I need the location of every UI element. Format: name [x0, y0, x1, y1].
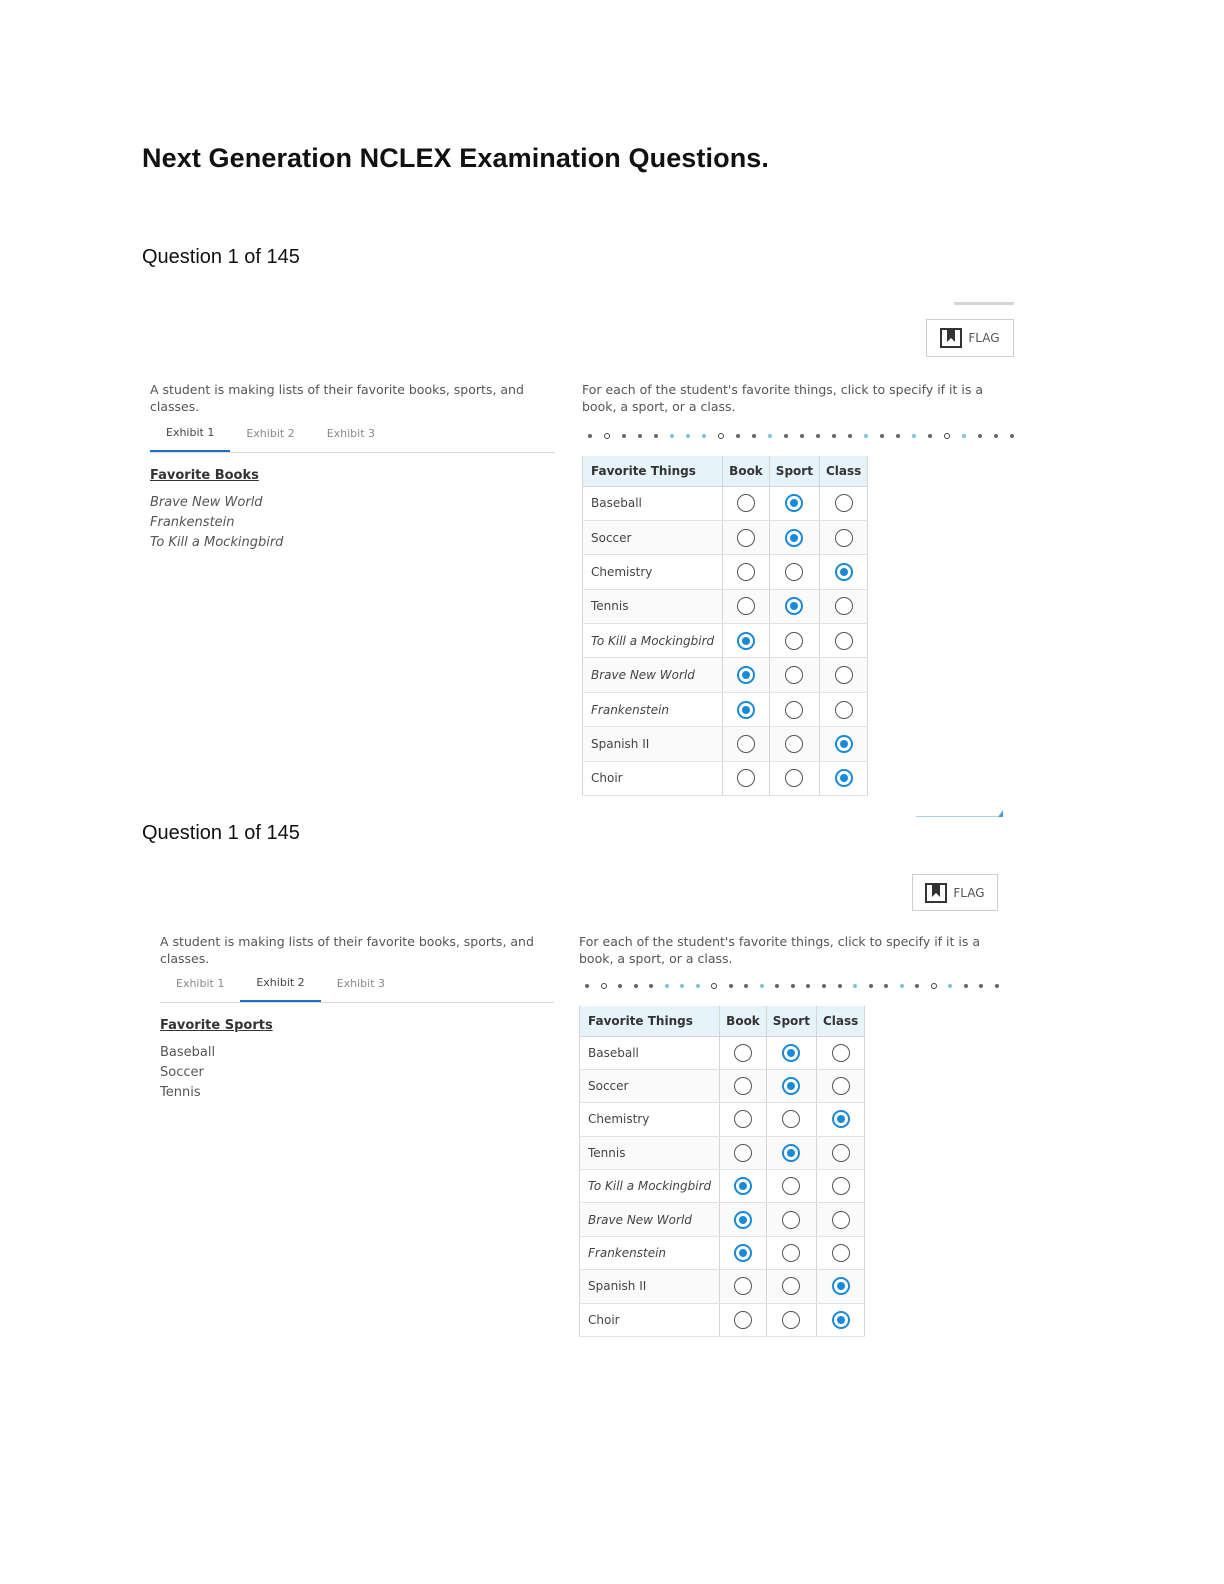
column-header-sport: Sport: [766, 1006, 816, 1036]
progress-dot[interactable]: [896, 434, 900, 438]
radio-sport[interactable]: [785, 529, 803, 547]
cell-sport: [766, 1203, 816, 1236]
flag-label: FLAG: [968, 331, 1000, 345]
flag-divider: [954, 302, 1014, 305]
radio-class[interactable]: [832, 1311, 850, 1329]
exhibit-panel: [150, 468, 283, 553]
progress-dot[interactable]: [654, 434, 658, 438]
table-row: [580, 1270, 865, 1303]
progress-dot[interactable]: [948, 984, 952, 988]
list-item: Brave New World: [150, 495, 263, 510]
progress-dot[interactable]: [670, 434, 674, 438]
cell-sport: [769, 486, 819, 520]
exhibit-panel: [160, 1018, 273, 1103]
cell-sport: [769, 761, 819, 795]
row-label: Chemistry: [580, 1103, 720, 1136]
row-label: To Kill a Mockingbird: [580, 1170, 720, 1203]
radio-book[interactable]: [734, 1277, 752, 1295]
progress-dot[interactable]: [964, 984, 968, 988]
right-prompt: For each of the student's favorite things, click to specify if it is a book, a sport, or a class.: [579, 934, 981, 966]
exhibit-heading: Favorite Sports: [160, 1018, 273, 1033]
table-row: [583, 658, 868, 692]
radio-class[interactable]: [835, 735, 853, 753]
row-label: Choir: [583, 761, 723, 795]
column-header-favorite-things: Favorite Things: [580, 1006, 720, 1036]
progress-dot[interactable]: [604, 433, 610, 439]
radio-class[interactable]: [835, 666, 853, 684]
cell-book: [723, 520, 770, 554]
row-label: Frankenstein: [583, 692, 723, 726]
cell-book: [720, 1303, 767, 1336]
progress-dot[interactable]: [775, 984, 779, 988]
progress-dot[interactable]: [711, 983, 717, 989]
radio-book[interactable]: [737, 597, 755, 615]
progress-dot[interactable]: [912, 434, 916, 438]
table-row: [583, 624, 868, 658]
cell-sport: [766, 1136, 816, 1169]
progress-dot[interactable]: [638, 434, 642, 438]
exhibit-list: [160, 1043, 273, 1103]
cell-class: [816, 1069, 864, 1102]
cell-sport: [766, 1303, 816, 1336]
progress-dot[interactable]: [848, 434, 852, 438]
cell-book: [720, 1170, 767, 1203]
progress-dot[interactable]: [978, 434, 982, 438]
row-label: Brave New World: [583, 658, 723, 692]
cell-book: [723, 555, 770, 589]
radio-book[interactable]: [734, 1044, 752, 1062]
cell-class: [819, 727, 867, 761]
cell-class: [819, 761, 867, 795]
radio-book[interactable]: [734, 1311, 752, 1329]
grid-header-row: [580, 1006, 865, 1036]
row-label: Chemistry: [583, 555, 723, 589]
progress-dot[interactable]: [696, 984, 700, 988]
table-row: [583, 486, 868, 520]
list-item: Tennis: [160, 1085, 201, 1100]
progress-dot[interactable]: [601, 983, 607, 989]
row-label: Choir: [580, 1303, 720, 1336]
exhibit-tabs: [150, 414, 555, 453]
cell-class: [816, 1236, 864, 1269]
progress-dot[interactable]: [760, 984, 764, 988]
column-header-book: Book: [720, 1006, 767, 1036]
cell-book: [720, 1236, 767, 1269]
radio-class[interactable]: [832, 1177, 850, 1195]
progress-dot[interactable]: [649, 984, 653, 988]
table-row: [580, 1036, 865, 1069]
cell-sport: [766, 1069, 816, 1102]
radio-book[interactable]: [734, 1110, 752, 1128]
question-label: Question 1 of 145: [142, 246, 300, 268]
progress-dot[interactable]: [900, 984, 904, 988]
radio-book[interactable]: [737, 666, 755, 684]
cell-book: [723, 761, 770, 795]
progress-dot[interactable]: [822, 984, 826, 988]
tab-exhibit-1[interactable]: Exhibit 1: [150, 414, 230, 452]
row-label: Tennis: [583, 589, 723, 623]
cell-book: [720, 1069, 767, 1102]
radio-book[interactable]: [737, 529, 755, 547]
radio-sport[interactable]: [782, 1110, 800, 1128]
radio-sport[interactable]: [782, 1144, 800, 1162]
radio-book[interactable]: [734, 1244, 752, 1262]
tab-exhibit-3[interactable]: Exhibit 3: [326, 426, 376, 440]
radio-sport[interactable]: [782, 1044, 800, 1062]
radio-sport[interactable]: [782, 1211, 800, 1229]
radio-book[interactable]: [737, 632, 755, 650]
cell-sport: [766, 1036, 816, 1069]
cell-book: [720, 1203, 767, 1236]
cell-sport: [769, 520, 819, 554]
radio-sport[interactable]: [782, 1244, 800, 1262]
radio-class[interactable]: [832, 1077, 850, 1095]
progress-dot[interactable]: [853, 984, 857, 988]
row-label: Spanish II: [583, 727, 723, 761]
progress-dot[interactable]: [680, 984, 684, 988]
progress-dot[interactable]: [686, 434, 690, 438]
table-row: [580, 1103, 865, 1136]
exhibit-tabs: [160, 964, 554, 1003]
progress-dot[interactable]: [665, 984, 669, 988]
column-header-book: Book: [723, 456, 770, 486]
radio-class[interactable]: [832, 1211, 850, 1229]
progress-dot[interactable]: [880, 434, 884, 438]
row-label: Soccer: [583, 520, 723, 554]
table-row: [583, 555, 868, 589]
cell-book: [723, 727, 770, 761]
flag-button[interactable]: [926, 319, 1014, 357]
list-item: To Kill a Mockingbird: [150, 535, 284, 550]
cell-class: [816, 1270, 864, 1303]
radio-sport[interactable]: [785, 494, 803, 512]
cell-class: [819, 589, 867, 623]
cell-class: [819, 555, 867, 589]
radio-book[interactable]: [734, 1211, 752, 1229]
progress-dot[interactable]: [884, 984, 888, 988]
cell-class: [816, 1136, 864, 1169]
left-prompt: A student is making lists of their favorite books, sports, and classes.: [150, 382, 524, 414]
flag-label: FLAG: [953, 885, 985, 900]
list-item: Frankenstein: [150, 515, 235, 530]
list-item: Baseball: [160, 1045, 216, 1060]
cell-book: [720, 1103, 767, 1136]
column-header-class: Class: [816, 1006, 864, 1036]
row-label: Brave New World: [580, 1203, 720, 1236]
right-prompt: For each of the student's favorite things, click to specify if it is a book, a sport, or a class.: [582, 382, 984, 414]
radio-class[interactable]: [832, 1110, 850, 1128]
cell-class: [819, 624, 867, 658]
radio-sport[interactable]: [785, 701, 803, 719]
radio-class[interactable]: [835, 597, 853, 615]
progress-dot[interactable]: [838, 984, 842, 988]
cell-book: [723, 486, 770, 520]
column-header-sport: Sport: [769, 456, 819, 486]
progress-dot[interactable]: [622, 434, 626, 438]
radio-book[interactable]: [737, 494, 755, 512]
exhibit-heading: Favorite Books: [150, 468, 259, 483]
row-label: Baseball: [583, 486, 723, 520]
progress-dots: [588, 433, 1014, 439]
progress-dot[interactable]: [816, 434, 820, 438]
progress-dot[interactable]: [744, 984, 748, 988]
progress-dot[interactable]: [995, 984, 999, 988]
exhibit-list: [150, 493, 283, 553]
table-row: [583, 692, 868, 726]
radio-class[interactable]: [835, 529, 853, 547]
progress-dot[interactable]: [931, 983, 937, 989]
progress-dot[interactable]: [784, 434, 788, 438]
radio-sport[interactable]: [782, 1077, 800, 1095]
table-row: [583, 761, 868, 795]
cell-class: [819, 658, 867, 692]
row-label: To Kill a Mockingbird: [583, 624, 723, 658]
table-row: [583, 520, 868, 554]
progress-dot[interactable]: [585, 984, 589, 988]
cell-class: [819, 486, 867, 520]
table-row: [580, 1136, 865, 1169]
table-row: [583, 589, 868, 623]
progress-dot[interactable]: [962, 434, 966, 438]
radio-book[interactable]: [734, 1177, 752, 1195]
grid-header-row: [583, 456, 868, 486]
radio-class[interactable]: [832, 1277, 850, 1295]
radio-class[interactable]: [832, 1044, 850, 1062]
radio-book[interactable]: [737, 701, 755, 719]
tab-exhibit-1[interactable]: Exhibit 1: [176, 976, 225, 990]
cell-sport: [769, 658, 819, 692]
row-label: Tennis: [580, 1136, 720, 1169]
radio-class[interactable]: [835, 632, 853, 650]
left-prompt: A student is making lists of their favorite books, sports, and classes.: [160, 934, 534, 966]
table-row: [580, 1303, 865, 1336]
cell-sport: [769, 692, 819, 726]
cell-class: [816, 1303, 864, 1336]
progress-dot[interactable]: [588, 434, 592, 438]
cell-class: [816, 1103, 864, 1136]
progress-dot[interactable]: [634, 984, 638, 988]
radio-class[interactable]: [832, 1144, 850, 1162]
cell-book: [723, 658, 770, 692]
table-row: [580, 1069, 865, 1102]
progress-dot[interactable]: [864, 434, 868, 438]
progress-dot[interactable]: [768, 434, 772, 438]
cell-sport: [766, 1270, 816, 1303]
cell-class: [816, 1203, 864, 1236]
radio-sport[interactable]: [782, 1177, 800, 1195]
progress-dot[interactable]: [718, 433, 724, 439]
radio-sport[interactable]: [782, 1277, 800, 1295]
radio-class[interactable]: [832, 1244, 850, 1262]
radio-sport[interactable]: [785, 769, 803, 787]
progress-dot[interactable]: [800, 434, 804, 438]
cell-book: [723, 589, 770, 623]
cell-sport: [769, 589, 819, 623]
cell-class: [819, 520, 867, 554]
radio-class[interactable]: [835, 563, 853, 581]
tab-exhibit-3[interactable]: Exhibit 3: [336, 976, 386, 990]
flag-button[interactable]: [912, 874, 998, 911]
progress-dot[interactable]: [832, 434, 836, 438]
progress-dot[interactable]: [915, 984, 919, 988]
row-label: Soccer: [580, 1069, 720, 1102]
radio-class[interactable]: [835, 701, 853, 719]
radio-class[interactable]: [835, 494, 853, 512]
column-header-favorite-things: Favorite Things: [583, 456, 723, 486]
cell-sport: [769, 727, 819, 761]
table-row: [580, 1236, 865, 1269]
radio-sport[interactable]: [782, 1311, 800, 1329]
progress-dot[interactable]: [618, 984, 622, 988]
row-label: Spanish II: [580, 1270, 720, 1303]
table-row: [580, 1170, 865, 1203]
progress-dot[interactable]: [736, 434, 740, 438]
document-title: Next Generation NCLEX Examination Questions.: [142, 143, 770, 173]
cell-book: [723, 692, 770, 726]
bookmark-icon: [940, 328, 962, 348]
cell-book: [720, 1036, 767, 1069]
row-label: Frankenstein: [580, 1236, 720, 1269]
radio-book[interactable]: [737, 769, 755, 787]
radio-sport[interactable]: [785, 666, 803, 684]
cell-sport: [769, 624, 819, 658]
progress-dot[interactable]: [944, 433, 950, 439]
progress-dot[interactable]: [729, 984, 733, 988]
column-header-class: Class: [819, 456, 867, 486]
answer-grid: [582, 456, 868, 796]
resize-handle-icon: [998, 810, 1003, 817]
progress-dot[interactable]: [752, 434, 756, 438]
progress-dot[interactable]: [928, 434, 932, 438]
answer-grid: [579, 1006, 865, 1337]
radio-book[interactable]: [737, 563, 755, 581]
progress-dot[interactable]: [702, 434, 706, 438]
cell-book: [720, 1136, 767, 1169]
progress-dot[interactable]: [979, 984, 983, 988]
tab-exhibit-2[interactable]: Exhibit 2: [240, 964, 320, 1002]
question-label: Question 1 of 145: [142, 822, 300, 844]
cell-book: [723, 624, 770, 658]
bookmark-icon: [925, 883, 947, 903]
cell-class: [819, 692, 867, 726]
progress-dot[interactable]: [994, 434, 998, 438]
cell-class: [816, 1170, 864, 1203]
table-row: [583, 727, 868, 761]
list-item: Soccer: [160, 1065, 204, 1080]
table-row: [580, 1203, 865, 1236]
progress-dot[interactable]: [1010, 434, 1014, 438]
row-label: Baseball: [580, 1036, 720, 1069]
radio-sport[interactable]: [785, 735, 803, 753]
radio-sport[interactable]: [785, 597, 803, 615]
radio-sport[interactable]: [785, 632, 803, 650]
divider-line: [916, 816, 1000, 817]
radio-class[interactable]: [835, 769, 853, 787]
progress-dot[interactable]: [791, 984, 795, 988]
progress-dot[interactable]: [806, 984, 810, 988]
radio-sport[interactable]: [785, 563, 803, 581]
radio-book[interactable]: [734, 1077, 752, 1095]
radio-book[interactable]: [734, 1144, 752, 1162]
tab-exhibit-2[interactable]: Exhibit 2: [246, 426, 295, 440]
cell-class: [816, 1036, 864, 1069]
cell-book: [720, 1270, 767, 1303]
progress-dot[interactable]: [869, 984, 873, 988]
cell-sport: [766, 1103, 816, 1136]
radio-book[interactable]: [737, 735, 755, 753]
cell-sport: [766, 1170, 816, 1203]
progress-dots: [585, 983, 999, 989]
cell-sport: [769, 555, 819, 589]
cell-sport: [766, 1236, 816, 1269]
